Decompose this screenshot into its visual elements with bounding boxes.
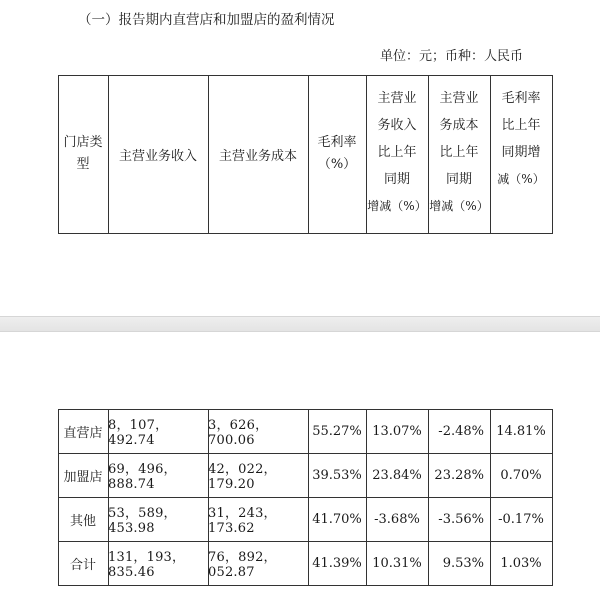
cell-margin-change: 1.03%	[500, 555, 542, 571]
header-main-revenue: 主营业务收入	[118, 148, 197, 164]
cell-revenue: 69，496，888.74	[108, 462, 177, 492]
cell-store-type: 合计	[69, 557, 96, 573]
cell-store-type: 加盟店	[63, 469, 103, 485]
cell-gross-margin: 41.70%	[312, 511, 362, 527]
cell-revenue: 8，107，492.74	[108, 418, 169, 448]
cell-cost: 31，243，173.62	[208, 506, 277, 536]
cell-cost-change: 23.28%	[434, 467, 484, 483]
cell-store-type: 其他	[69, 513, 96, 529]
section-title: （一）报告期内直营店和加盟店的盈利情况	[78, 12, 335, 28]
header-gross-margin: 毛利率 （%）	[317, 135, 357, 172]
cell-revenue: 53，589，453.98	[108, 506, 177, 536]
cell-revenue-change: 10.31%	[372, 555, 422, 571]
cell-cost-change: -2.48%	[438, 423, 484, 439]
header-revenue-change: 主营业 务收入 比上年 同期 增减（%）	[367, 91, 427, 213]
cell-revenue: 131，193，835.46	[108, 550, 186, 580]
cell-revenue-change: -3.68%	[374, 511, 420, 527]
header-cost-change: 主营业 务成本 比上年 同期 增减（%）	[429, 91, 489, 213]
cell-cost: 76，892，052.87	[208, 550, 277, 580]
cell-revenue-change: 13.07%	[372, 423, 422, 439]
page-break-divider	[0, 316, 600, 332]
cell-gross-margin: 39.53%	[312, 467, 362, 483]
header-margin-change: 毛利率 比上年 同期增 减（%）	[497, 91, 545, 186]
cell-cost-change: 9.53%	[442, 555, 484, 571]
header-main-cost: 主营业务成本	[218, 148, 297, 164]
cell-cost: 42，022，179.20	[208, 462, 277, 492]
cell-gross-margin: 41.39%	[312, 555, 362, 571]
cell-cost: 3，626，700.06	[208, 418, 269, 448]
cell-margin-change: 14.81%	[496, 423, 546, 439]
cell-cost-change: -3.56%	[438, 511, 484, 527]
cell-revenue-change: 23.84%	[372, 467, 422, 483]
cell-store-type: 直营店	[63, 425, 103, 441]
cell-margin-change: 0.70%	[500, 467, 542, 483]
unit-currency-line: 单位：元；币种：人民币	[380, 49, 524, 64]
cell-gross-margin: 55.27%	[312, 423, 362, 439]
header-store-type: 门店类 型	[63, 135, 103, 172]
cell-margin-change: -0.17%	[498, 511, 544, 527]
